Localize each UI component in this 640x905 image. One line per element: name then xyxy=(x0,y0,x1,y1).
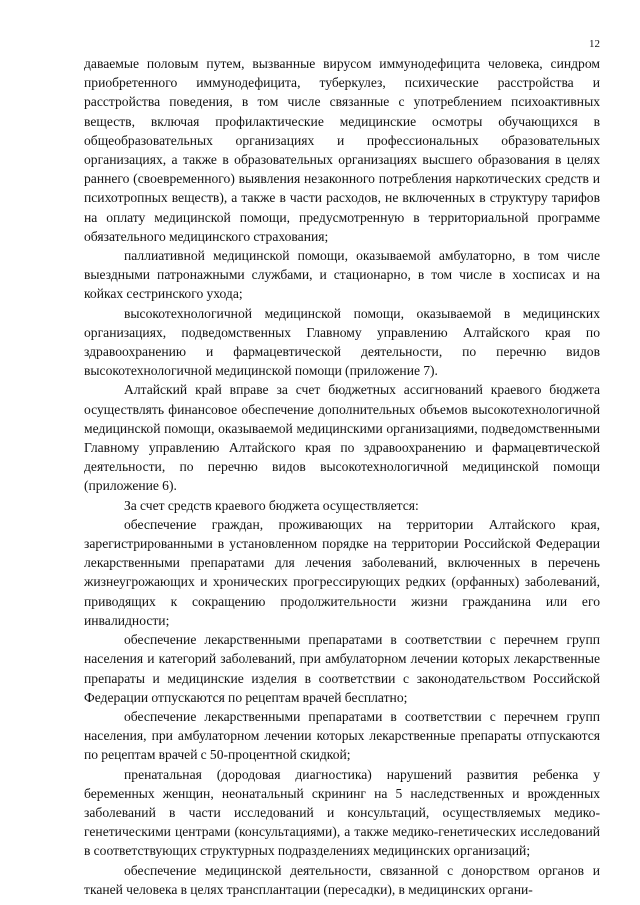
paragraph-8: обеспечение лекарственными препаратами в соответствии с перечнем групп населения, при амбулаторном лечении которых лекарственные препараты отпускаются по рецептам врачей с 50-процентной скидкой; xyxy=(84,708,600,763)
paragraph-1: даваемые половым путем, вызванные вирусом иммунодефицита человека, синдром приобретенного иммунодефицита, туберкулез, психические расстройства и расстройства поведения, в том числе связанные с употреблением психоактивных веществ, включая профилактические медицинские осмотры обучающихся в общеобразовательных организациях и профессиональных образовательных организациях, а также в образовательных организациях высшего образования в целях раннего (своевременного) выявления незаконного потребления наркотических средств и психотропных веществ), а также в части расходов, не включенных в структуру тарифов на оплату медицинской помощи, предусмотренную в территориальной программе обязательного медицинского страхования; xyxy=(84,56,600,244)
paragraph-4: Алтайский край вправе за счет бюджетных ассигнований краевого бюджета осуществлять финансовое обеспечение дополнительных объемов высокотехнологичной медицинской помощи, оказываемой медицинскими организациями, подведомственными Главному управлению Алтайского края по здравоохранению и фармацевтической деятельности, по перечню видов высокотехнологичной медицинской помощи (приложение 6). xyxy=(84,382,600,494)
paragraph-5: За счет средств краевого бюджета осуществляется: xyxy=(124,497,419,513)
paragraph-6: обеспечение граждан, проживающих на территории Алтайского края, зарегистрированными в установленном порядке на территории Российской Федерации лекарственными препаратами для лечения заболеваний, включенных в перечень жизнеугрожающих и хронических прогрессирующих редких (орфанных) заболеваний, приводящих к сокращению продолжительности жизни гражданина или его инвалидности; xyxy=(84,516,600,628)
page-number: 12 xyxy=(589,38,600,50)
paragraph-3: высокотехнологичной медицинской помощи, оказываемой в медицинских организациях, подведомственных Главному управлению Алтайского края по здравоохранению и фармацевтической деятельности, по перечню видов высокотехнологичной медицинской помощи (приложение 7). xyxy=(84,305,600,379)
paragraph-7: обеспечение лекарственными препаратами в соответствии с перечнем групп населения и категорий заболеваний, при амбулаторном лечении которых лекарственные препараты и медицинские изделия в соответствии с законодательством Российской Федерации отпускаются по рецептам врачей бесплатно; xyxy=(84,632,600,705)
body-text xyxy=(84,54,600,899)
paragraph-2: паллиативной медицинской помощи, оказываемой амбулаторно, в том числе выездными патронажными службами, и стационарно, в том числе в хосписах и на койках сестринского ухода; xyxy=(84,248,600,302)
paragraph-10: обеспечение медицинской деятельности, связанной с донорством органов и тканей человека в целях трансплантации (пересадки), в медицинских органи- xyxy=(84,862,600,897)
paragraph-9: пренатальная (дородовая диагностика) нарушений развития ребенка у беременных женщин, неонатальный скрининг на 5 наследственных и врожденных заболеваний в части исследований и консультаций, осуществляемых медико-генетическими центрами (консультациями), а также медико-генетических исследований в соответствующих структурных подразделениях медицинских организаций; xyxy=(84,766,600,859)
